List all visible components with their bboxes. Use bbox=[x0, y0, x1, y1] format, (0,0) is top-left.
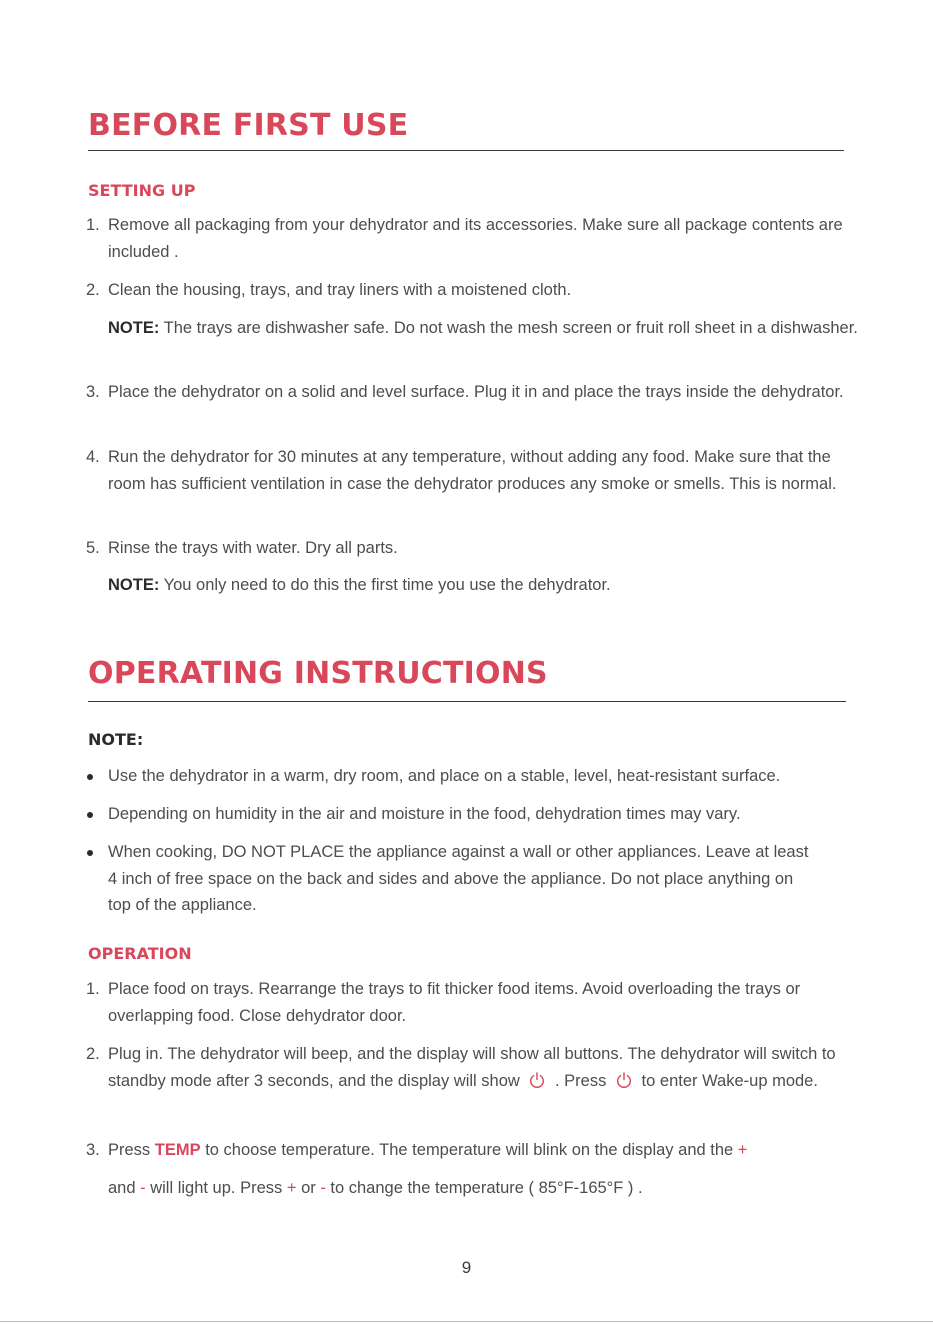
note-first-time bbox=[108, 572, 858, 599]
step-text: Run the dehydrator for 30 minutes at any temperature, without adding any food. Make sure that the room has sufficient ventilation in case the dehydrator produces any smoke or smells. This is normal. bbox=[108, 448, 837, 493]
step-text: Clean the housing, trays, and tray liners with a moistened cloth. bbox=[108, 281, 572, 299]
step-1 bbox=[86, 212, 858, 265]
note-label: NOTE: bbox=[108, 319, 160, 337]
step-text: . Press bbox=[550, 1071, 607, 1090]
plus-button-label: + bbox=[286, 1179, 297, 1197]
bullet-icon bbox=[87, 812, 93, 818]
op-step-2 bbox=[86, 1041, 858, 1094]
bullet-text: Use the dehydrator in a warm, dry room, and place on a stable, level, heat-resistant surface. bbox=[108, 767, 781, 785]
note-text: You only need to do this the first time you use the dehydrator. bbox=[159, 576, 611, 594]
note-text: The trays are dishwasher safe. Do not wash the mesh screen or fruit roll sheet in a dishwasher. bbox=[159, 319, 858, 337]
bottom-rule bbox=[0, 1321, 933, 1322]
step-text: to choose temperature. The temperature will blink on the display and the bbox=[200, 1141, 738, 1159]
step-5 bbox=[86, 535, 858, 562]
bullet-item bbox=[108, 801, 858, 828]
bullet-icon bbox=[87, 774, 93, 780]
step-text: to change the temperature ( 85°F-165°F ) . bbox=[325, 1179, 643, 1197]
bullet-text: Depending on humidity in the air and moisture in the food, dehydration times may vary. bbox=[108, 805, 741, 823]
minus-button-label: - bbox=[140, 1179, 146, 1197]
step-text: to enter Wake-up mode. bbox=[641, 1071, 818, 1090]
step-number: 3. bbox=[86, 1141, 100, 1159]
setting-up-heading: SETTING UP bbox=[88, 181, 196, 200]
step-number: 5. bbox=[86, 539, 100, 557]
step-text: Rinse the trays with water. Dry all parts. bbox=[108, 539, 398, 557]
bullet-text: When cooking, DO NOT PLACE the appliance against a wall or other appliances. Leave at least 4 inch of free space on the back and sides and above the appliance. Do not place anything on top of the appliance. bbox=[108, 843, 809, 914]
bullet-icon bbox=[87, 850, 93, 856]
power-icon bbox=[615, 1071, 633, 1089]
step-number: 4. bbox=[86, 448, 100, 466]
note-dishwasher bbox=[108, 315, 858, 342]
step-number: 2. bbox=[86, 1045, 100, 1063]
title-rule bbox=[88, 701, 846, 702]
step-number: 3. bbox=[86, 383, 100, 401]
page-number: 9 bbox=[461, 1258, 472, 1277]
bullet-item bbox=[108, 763, 858, 790]
temp-button-label: TEMP bbox=[154, 1141, 201, 1159]
step-2 bbox=[86, 277, 858, 304]
step-text: Place food on trays. Rearrange the trays to fit thicker food items. Avoid overloading the trays or overlapping food. Close dehydrator door. bbox=[108, 980, 801, 1025]
step-text: Remove all packaging from your dehydrator and its accessories. Make sure all package contents are included . bbox=[108, 216, 843, 261]
minus-button-label: - bbox=[320, 1179, 326, 1197]
operating-instructions-title: OPERATING INSTRUCTIONS bbox=[88, 656, 548, 691]
step-text: Plug in. The dehydrator will beep, and the display will show all buttons. The dehydrator will switch to standby mode after 3 seconds, and the display will show bbox=[108, 1045, 836, 1090]
step-number: 2. bbox=[86, 281, 100, 299]
before-first-use-title: BEFORE FIRST USE bbox=[88, 108, 409, 143]
step-text: will light up. Press bbox=[145, 1179, 287, 1197]
bullet-item bbox=[108, 839, 820, 919]
step-text: and bbox=[108, 1179, 141, 1197]
step-number: 1. bbox=[86, 980, 100, 998]
op-step-3 bbox=[86, 1131, 858, 1207]
step-text: Press bbox=[108, 1141, 155, 1159]
step-text: Place the dehydrator on a solid and level surface. Plug it in and place the trays inside the dehydrator. bbox=[108, 383, 844, 401]
step-3 bbox=[86, 379, 858, 406]
power-icon bbox=[528, 1071, 546, 1089]
step-4 bbox=[86, 444, 853, 497]
note-heading: NOTE: bbox=[88, 730, 144, 749]
plus-button-label: + bbox=[737, 1141, 748, 1159]
note-label: NOTE: bbox=[108, 576, 160, 594]
step-number: 1. bbox=[86, 216, 100, 234]
step-text: or bbox=[296, 1179, 321, 1197]
title-rule bbox=[88, 150, 844, 151]
op-step-1 bbox=[86, 976, 828, 1029]
operation-heading: OPERATION bbox=[88, 944, 192, 963]
